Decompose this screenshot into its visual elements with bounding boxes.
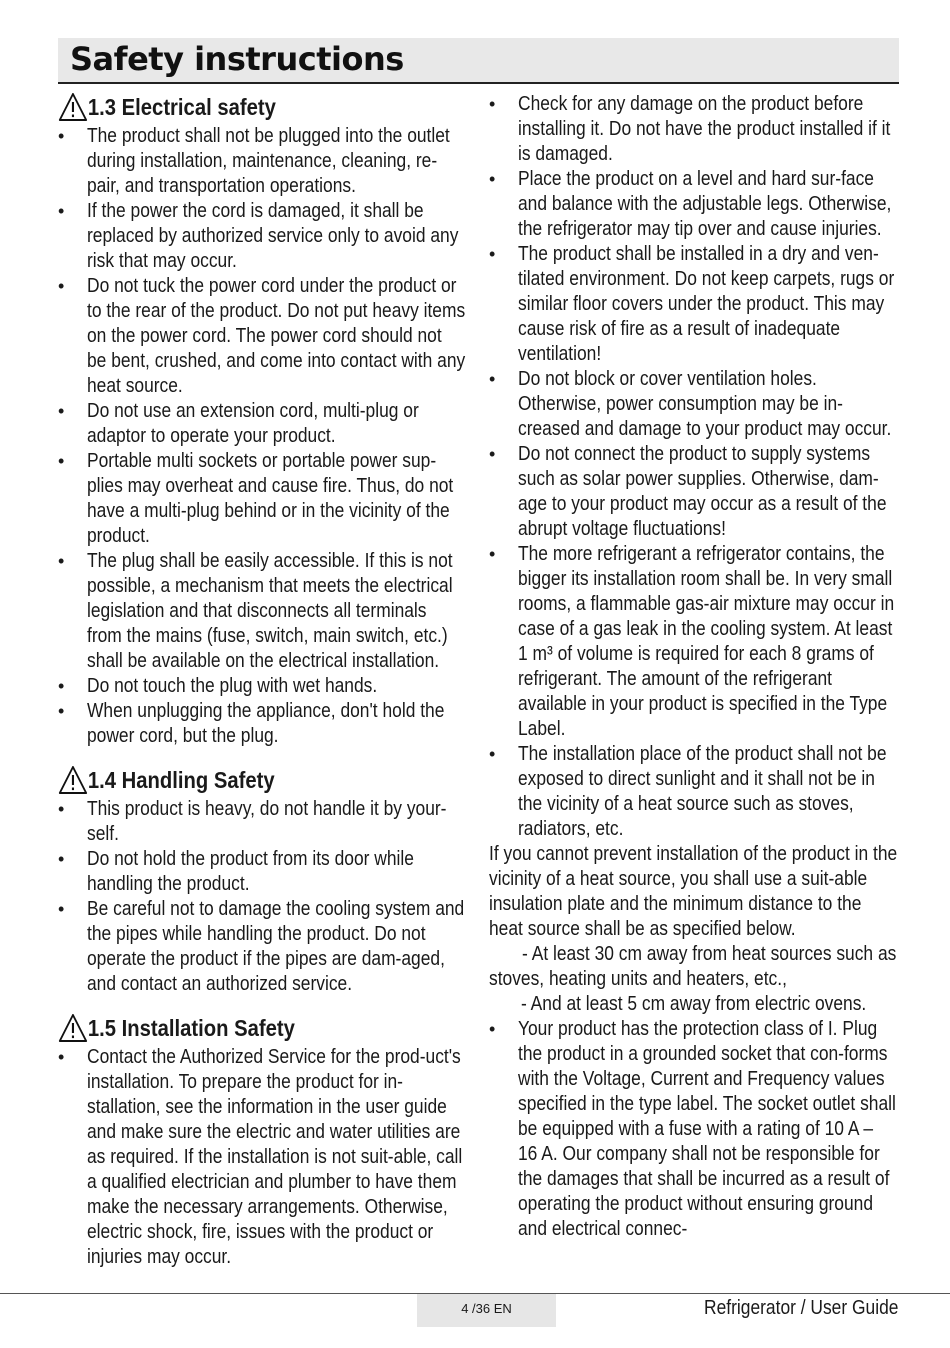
bullet-icon: • — [58, 451, 65, 471]
list-item: • The product shall not be plugged into the outlet during installation, maintenance, cleaning, re-pair, and transportation operations. — [58, 125, 450, 197]
distance-note-stoves: - At least 30 cm away from heat sources such as stoves, heating units and heaters, etc., — [489, 943, 897, 990]
list-item: • Do not block or cover ventilation holes. Otherwise, power consumption may be in-creased and damage to your product may occur. — [489, 368, 892, 440]
right-column — [489, 92, 901, 1242]
list-item: • This product is heavy, do not handle it by your-self. — [58, 798, 447, 845]
title-bar — [58, 38, 899, 84]
list-item: • Your product has the protection class of I. Plug the product in a grounded socket that con-forms with the Voltage, Current and Frequency values specified in the type label. The socket outlet shall be equipped with a fuse with a rating of 10 A – 16 A. Our company shall not be responsible for the damages that shall be incurred as a result of operating the product without ensuring ground and electrical connec- — [489, 1018, 896, 1240]
bullet-icon: • — [489, 444, 496, 464]
bullet-icon: • — [58, 401, 65, 421]
list-item: • Be careful not to damage the cooling system and the pipes while handling the product. Do not operate the product if the pipes are dam-aged, and contact an authorized service. — [58, 898, 465, 995]
bullet-icon: • — [58, 551, 65, 571]
handling-safety-list — [58, 797, 470, 997]
section-title: 1.3 Electrical safety — [87, 93, 276, 120]
list-item: • Do not touch the plug with wet hands. — [58, 675, 378, 697]
bullet-icon: • — [58, 849, 65, 869]
bullet-icon: • — [489, 1019, 496, 1039]
list-item: • Check for any damage on the product before installing it. Do not have the product installed if it is damaged. — [489, 93, 891, 165]
bullet-icon: • — [489, 744, 496, 764]
bullet-icon: • — [489, 244, 496, 264]
heat-source-paragraph: If you cannot prevent installation of the product in the vicinity of a heat source, you shall use a suit-able insulation plate and the minimum distance to the heat source shall be as specified below. — [489, 843, 898, 940]
section-heading-installation — [58, 1011, 421, 1045]
list-item: • The plug shall be easily accessible. If this is not possible, a mechanism that meets the electrical legislation and that disconnects all terminals from the mains (fuse, switch, main switch, etc.) shall be available on the electrical installation. — [58, 550, 453, 672]
bullet-icon: • — [58, 126, 65, 146]
list-item: • Place the product on a level and hard sur-face and balance with the adjustable legs. Otherwise, the refrigerator may tip over and cause injuries. — [489, 168, 892, 240]
list-item: • The installation place of the product shall not be exposed to direct sunlight and it shall not be in the vicinity of a heat source such as stoves, radiators, etc. — [489, 743, 887, 840]
bullet-icon: • — [58, 276, 65, 296]
distance-note-ovens: - And at least 5 cm away from electric ovens. — [521, 993, 867, 1015]
section-heading-handling — [58, 763, 421, 797]
bullet-icon: • — [58, 899, 65, 919]
section-title: 1.4 Handling Safety — [87, 766, 275, 793]
list-item: • Contact the Authorized Service for the prod-uct's installation. To prepare the product for in-stallation, see the information in the user guide and make sure the electric and water utilities are as required. If the installation is not suit-able, call a qualified electrician and plumber to have them make the necessary arrangements. Otherwise, electric shock, fire, issues with the product or injuries may occur. — [58, 1046, 463, 1268]
list-item: • When unplugging the appliance, don't hold the power cord, but the plug. — [58, 700, 445, 747]
bullet-icon: • — [489, 94, 496, 114]
list-item: • Do not connect the product to supply systems such as solar power supplies. Otherwise, dam-age to your product may occur as a result of the abrupt voltage fluctuations! — [489, 443, 887, 540]
list-item: • The more refrigerant a refrigerator contains, the bigger its installation room shall be. In very small rooms, a flammable gas-air mixture may occur in case of a gas leak in the cooling system. At least 1 m³ of volume is required for each 8 grams of refrigerant. The amount of the refrigerant available in your product is specified in the Type Label. — [489, 543, 895, 740]
page-title: Safety instructions — [70, 40, 404, 78]
bullet-icon: • — [58, 676, 65, 696]
installation-safety-list — [58, 1045, 470, 1270]
list-item: • Do not use an extension cord, multi-plug or adaptor to operate your product. — [58, 400, 419, 447]
electrical-safety-list — [58, 124, 470, 749]
left-column — [58, 90, 470, 1270]
bullet-icon: • — [489, 369, 496, 389]
warning-triangle-icon — [58, 92, 88, 122]
bullet-icon: • — [58, 799, 65, 819]
page-number: 4 /36 EN — [417, 1294, 556, 1327]
installation-safety-list-final — [489, 1017, 901, 1242]
warning-triangle-icon — [58, 1013, 88, 1043]
bullet-icon: • — [58, 701, 65, 721]
list-item: • Do not hold the product from its door while handling the product. — [58, 848, 414, 895]
list-item: • The product shall be installed in a dry and ven-tilated environment. Do not keep carpets, rugs or similar floor covers under the product. This may cause risk of fire as a result of inadequate ventilation! — [489, 243, 895, 365]
list-item: • Portable multi sockets or portable power sup-plies may overheat and cause fire. Thus, do not have a multi-plug behind or in the vicinity of the product. — [58, 450, 454, 547]
warning-triangle-icon — [58, 765, 88, 795]
bullet-icon: • — [489, 544, 496, 564]
bullet-icon: • — [58, 1047, 65, 1067]
bullet-icon: • — [58, 201, 65, 221]
section-title: 1.5 Installation Safety — [87, 1014, 295, 1041]
section-heading-electrical — [58, 90, 421, 124]
bullet-icon: • — [489, 169, 496, 189]
installation-safety-list-continued — [489, 92, 901, 842]
document-title: Refrigerator / User Guide — [703, 1297, 898, 1319]
list-item: • If the power the cord is damaged, it shall be replaced by authorized service only to avoid any risk that may occur. — [58, 200, 459, 272]
list-item: • Do not tuck the power cord under the product or to the rear of the product. Do not put heavy items on the power cord. The power cord should not be bent, crushed, and come into contact with any heat source. — [58, 275, 466, 397]
